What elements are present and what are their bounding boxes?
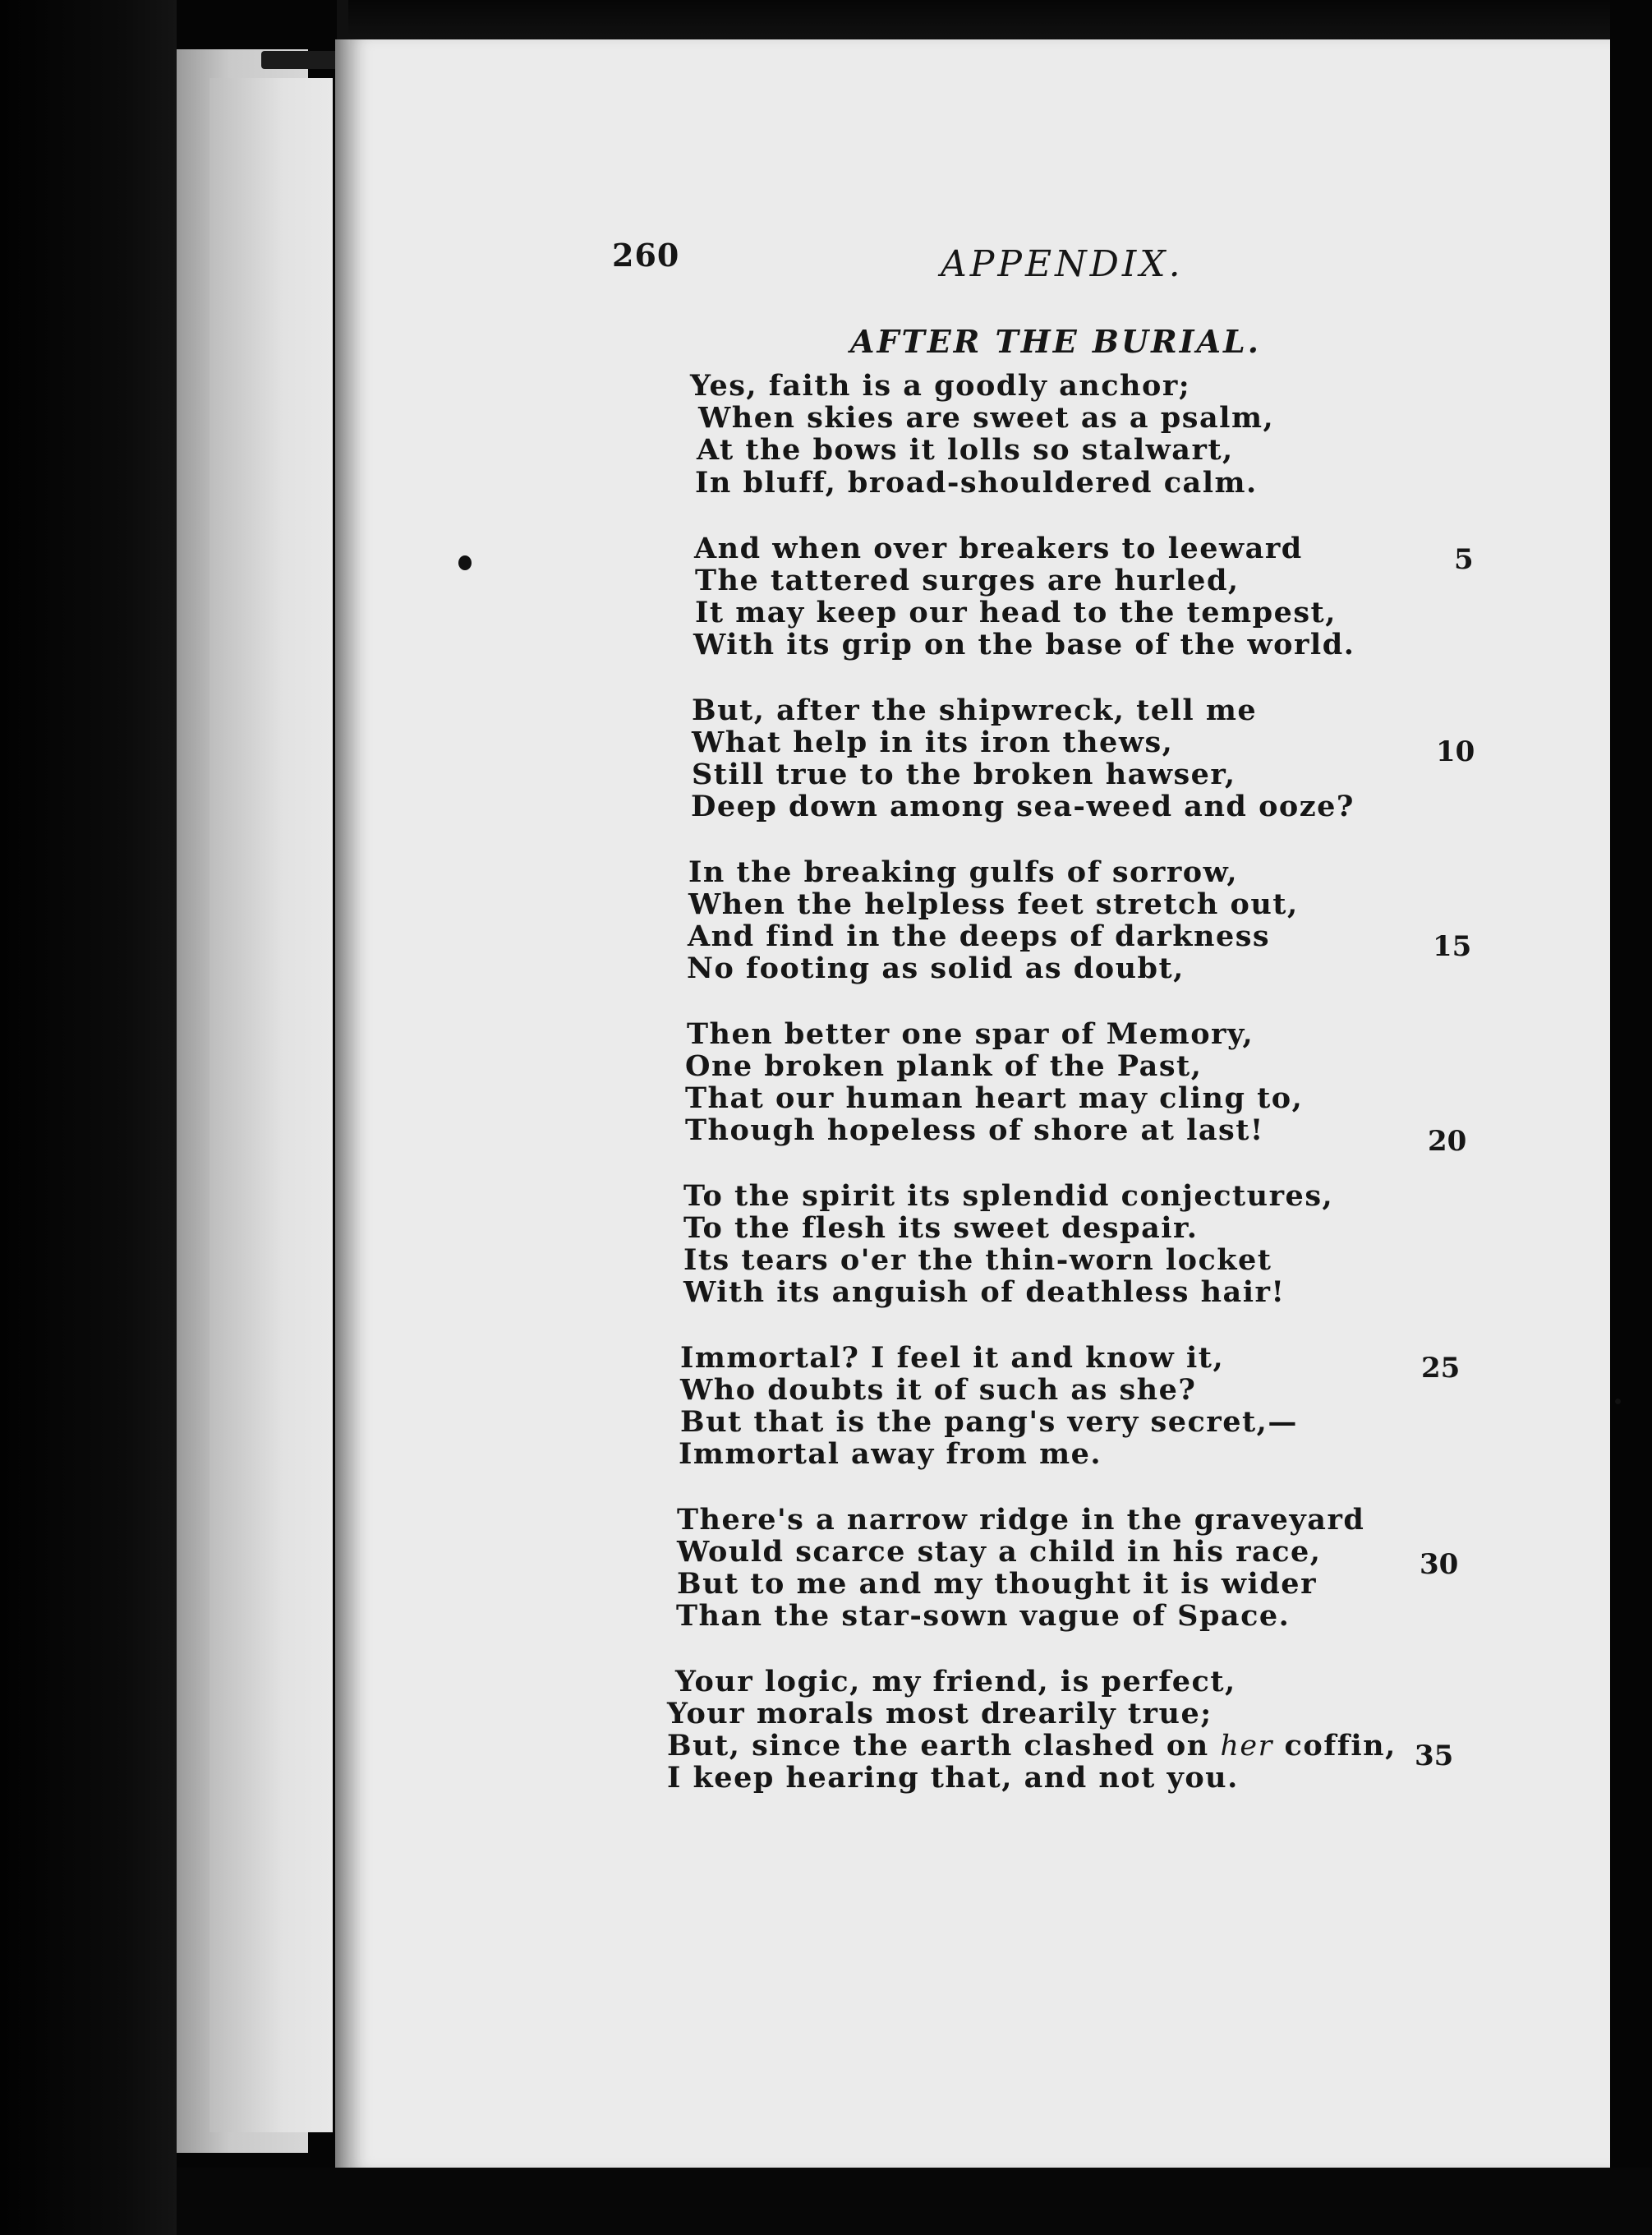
poem-line: In the breaking gulfs of sorrow, bbox=[688, 855, 1239, 889]
line-number: 35 bbox=[1415, 1740, 1454, 1772]
poem-line: To the spirit its splendid conjectures, bbox=[683, 1179, 1334, 1213]
poem-line: To the flesh its sweet despair. bbox=[683, 1211, 1199, 1245]
poem-line: One broken plank of the Past, bbox=[685, 1049, 1203, 1083]
scan-border-bottom bbox=[177, 2168, 1652, 2235]
poem-line: Than the star-sown vague of Space. bbox=[676, 1599, 1291, 1633]
book-cover-edge bbox=[0, 0, 177, 2235]
poem-line bbox=[667, 1731, 1397, 1761]
poem-line: Would scarce stay a child in his race, bbox=[677, 1535, 1322, 1569]
poem-line: Still true to the broken hawser, bbox=[692, 758, 1236, 791]
scan-border-right bbox=[1610, 0, 1652, 2235]
poem-line: And when over breakers to leeward bbox=[694, 532, 1303, 565]
scan-border-top bbox=[348, 0, 1610, 39]
poem-line-part: But, since the earth clashed on bbox=[667, 1729, 1221, 1763]
underlying-page-edge bbox=[209, 78, 333, 2132]
poem-line: With its anguish of deathless hair! bbox=[683, 1275, 1286, 1309]
poem-line: At the bows it lolls so stalwart, bbox=[697, 433, 1234, 467]
poem-line: But to me and my thought it is wider bbox=[677, 1567, 1318, 1601]
poem-line: Immortal? I feel it and know it, bbox=[680, 1341, 1225, 1375]
running-head: APPENDIX. bbox=[941, 243, 1184, 285]
ink-speck bbox=[1615, 1399, 1621, 1404]
poem-line: That our human heart may cling to, bbox=[685, 1081, 1304, 1115]
line-number: 5 bbox=[1454, 543, 1474, 576]
poem-line: Your morals most drearily true; bbox=[667, 1697, 1213, 1730]
poem-line: Then better one spar of Memory, bbox=[687, 1017, 1254, 1051]
ink-speck bbox=[458, 555, 472, 570]
poem-line: Though hopeless of shore at last! bbox=[685, 1113, 1264, 1147]
poem-line: There's a narrow ridge in the graveyard bbox=[677, 1503, 1365, 1537]
poem-line: In bluff, broad-shouldered calm. bbox=[695, 466, 1258, 500]
line-number: 10 bbox=[1436, 735, 1475, 768]
line-number: 15 bbox=[1433, 930, 1472, 963]
poem-line: Immortal away from me. bbox=[679, 1437, 1102, 1471]
poem-line: When skies are sweet as a psalm, bbox=[698, 401, 1275, 435]
italic-word: her bbox=[1220, 1730, 1273, 1763]
page-number: 260 bbox=[612, 237, 680, 274]
poem-line: The tattered surges are hurled, bbox=[695, 564, 1240, 597]
poem-line: But that is the pang's very secret,— bbox=[680, 1405, 1298, 1439]
poem-line-part: coffin, bbox=[1272, 1729, 1397, 1763]
poem-line: No footing as solid as doubt, bbox=[687, 952, 1185, 985]
line-number: 25 bbox=[1421, 1352, 1461, 1385]
poem-title: AFTER THE BURIAL. bbox=[850, 323, 1261, 360]
poem-line: When the helpless feet stretch out, bbox=[688, 887, 1299, 921]
poem-line: But, after the shipwreck, tell me bbox=[692, 694, 1258, 727]
poem-line: Your logic, my friend, is perfect, bbox=[675, 1665, 1236, 1698]
poem-line: Its tears o'er the thin-worn locket bbox=[683, 1243, 1272, 1277]
line-number: 20 bbox=[1428, 1125, 1467, 1158]
poem-line: Who doubts it of such as she? bbox=[680, 1373, 1197, 1407]
poem-line: It may keep our head to the tempest, bbox=[695, 596, 1337, 629]
poem-line: I keep hearing that, and not you. bbox=[667, 1761, 1239, 1795]
poem-line: And find in the deeps of darkness bbox=[688, 919, 1271, 953]
poem-line: Deep down among sea-weed and ooze? bbox=[691, 790, 1355, 823]
poem-line: What help in its iron thews, bbox=[692, 726, 1174, 759]
line-number: 30 bbox=[1420, 1548, 1459, 1581]
page-gutter bbox=[335, 39, 350, 2168]
poem-line: With its grip on the base of the world. bbox=[693, 628, 1355, 661]
poem-line: Yes, faith is a goodly anchor; bbox=[690, 369, 1191, 403]
